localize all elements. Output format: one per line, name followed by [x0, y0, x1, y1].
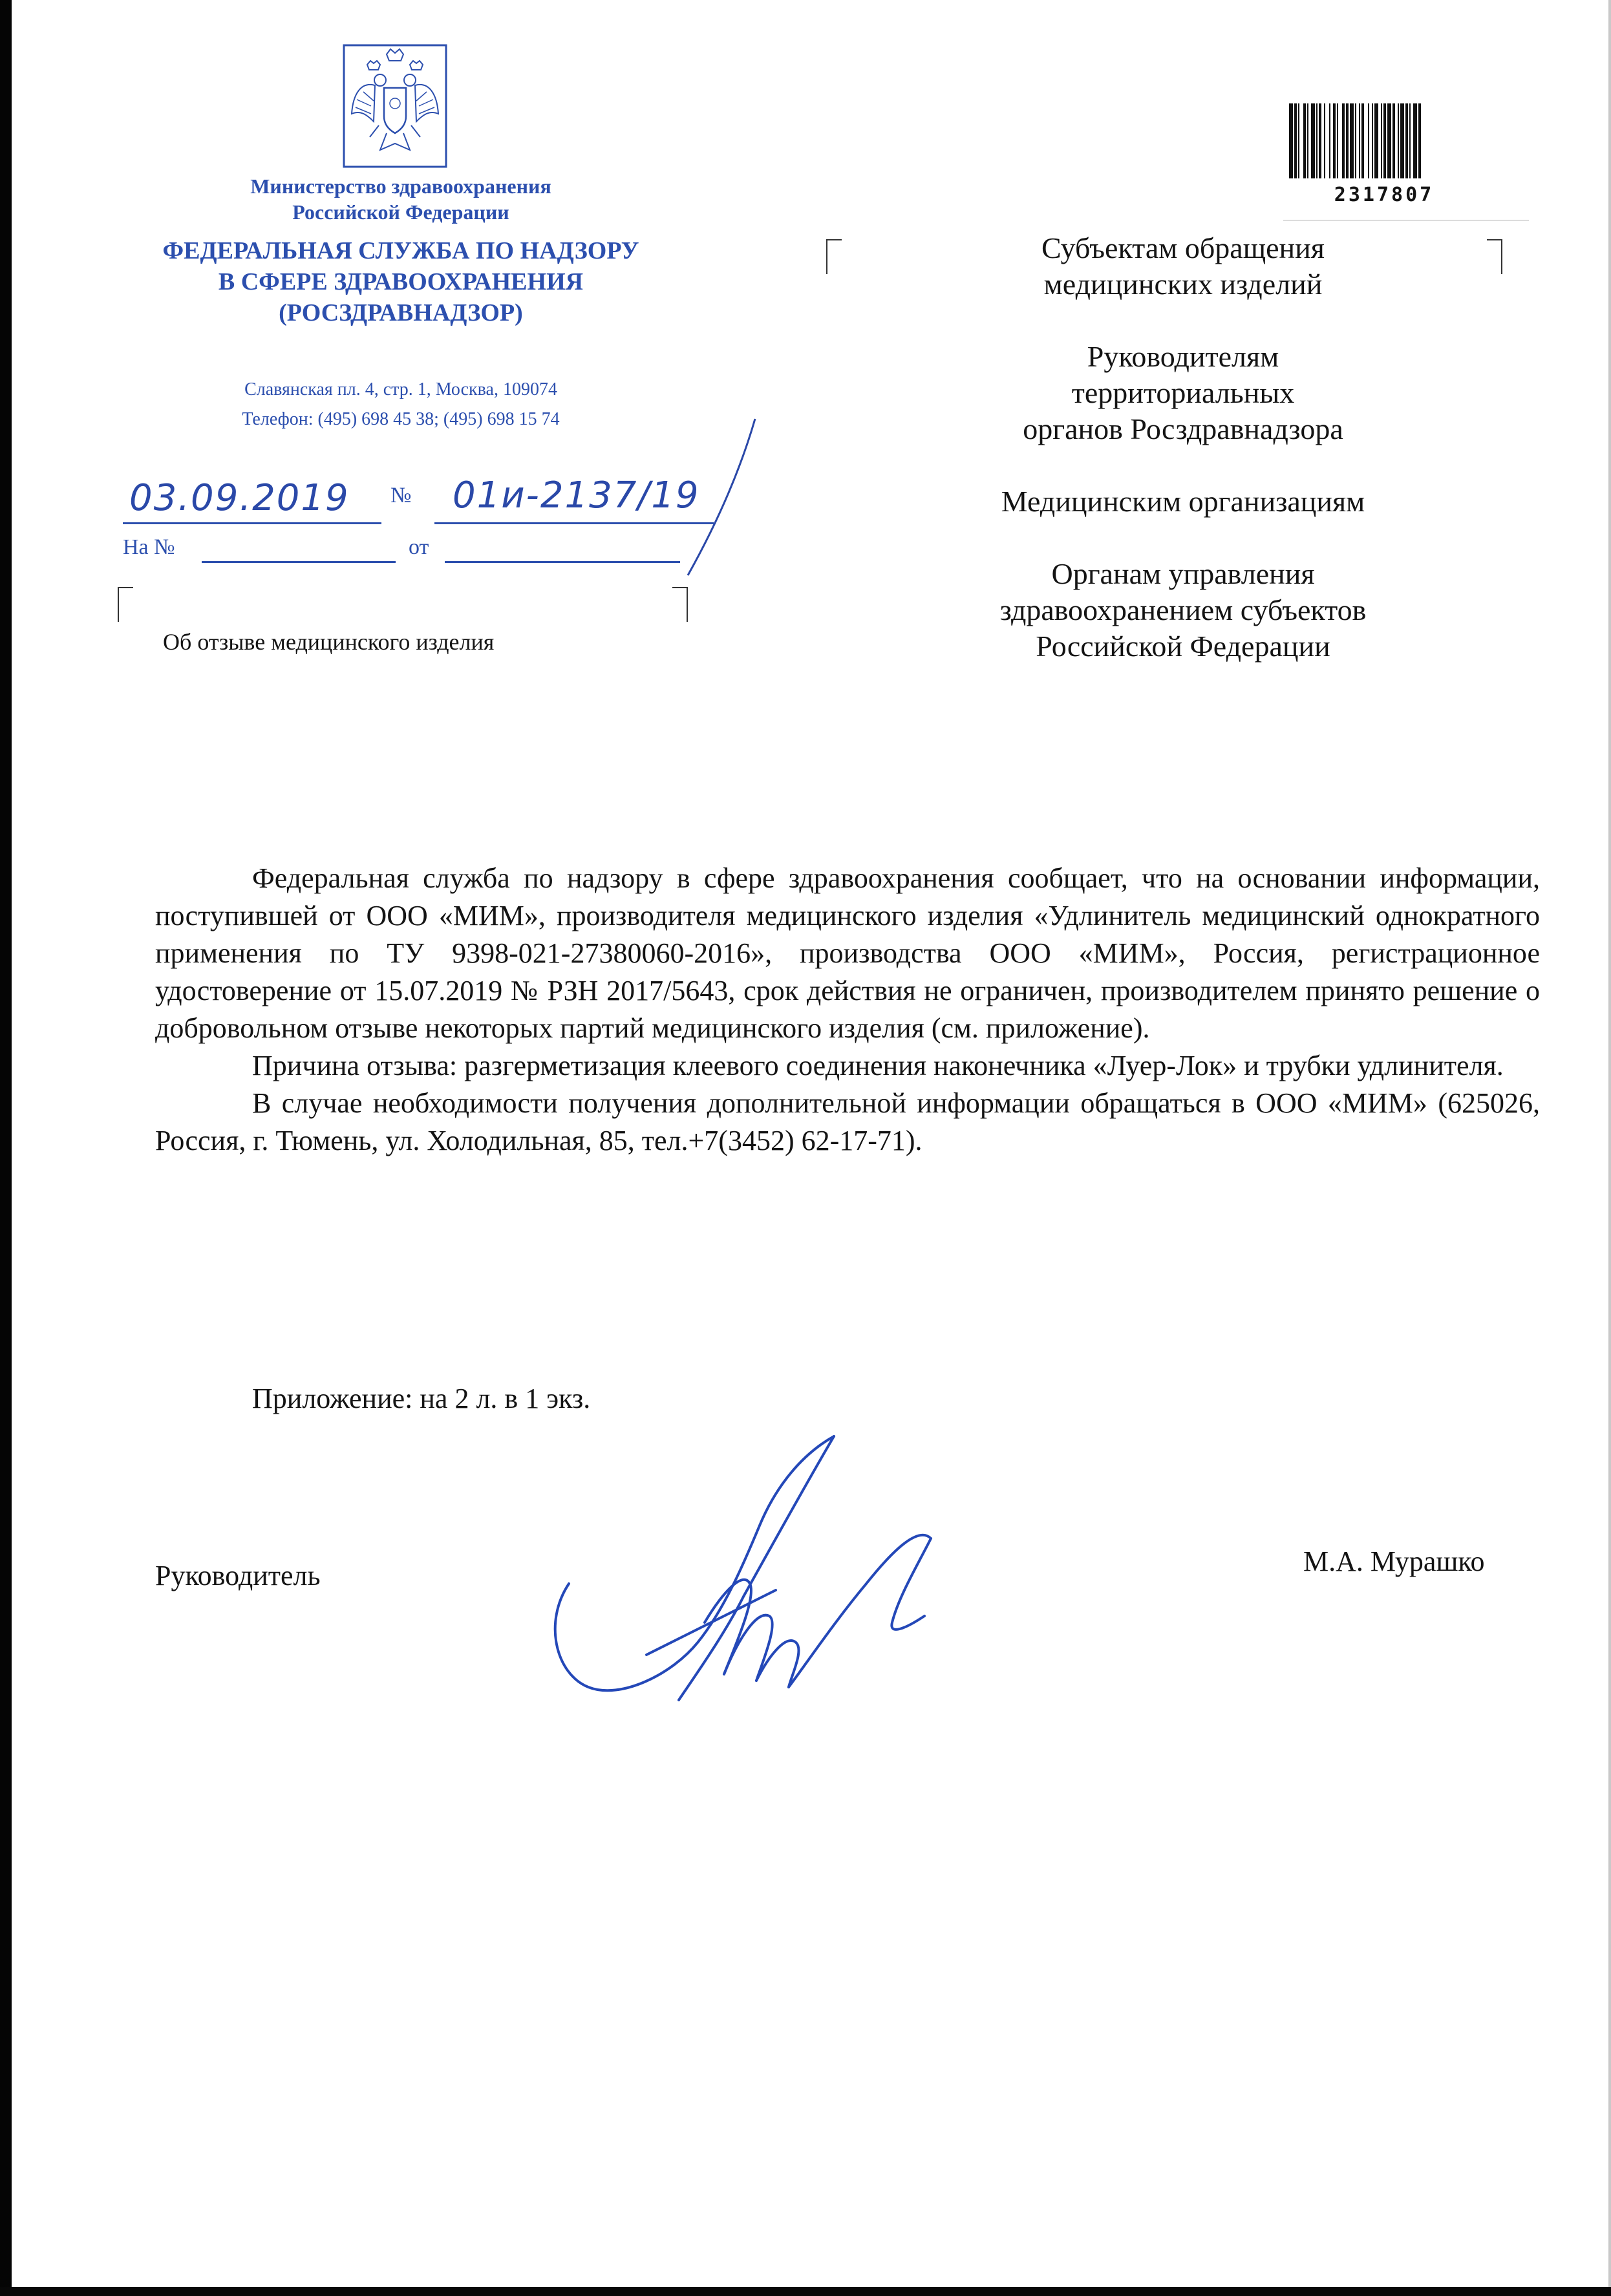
barcode-bar	[1392, 103, 1395, 178]
barcode-bar	[1409, 103, 1411, 178]
barcode-bar	[1342, 103, 1345, 178]
recipient-bracket-right	[1487, 239, 1502, 274]
barcode-bar	[1368, 103, 1369, 178]
recipients-block	[905, 230, 1461, 701]
coat-of-arms-icon	[341, 43, 449, 169]
recipient-line: территориальных	[1071, 376, 1295, 409]
barcode-bar	[1359, 103, 1360, 178]
handwritten-signature	[530, 1429, 996, 1765]
letter-body	[155, 860, 1540, 1160]
service-line-3: (РОСЗДРАВНАДЗОР)	[279, 299, 523, 326]
barcode-bar	[1398, 103, 1399, 178]
barcode-bar	[1418, 103, 1421, 178]
reply-to-label: На №	[123, 535, 175, 559]
barcode-bar	[1350, 103, 1354, 178]
reply-number-line	[202, 561, 396, 563]
barcode-bars	[1286, 103, 1482, 178]
barcode-bar	[1355, 103, 1356, 178]
barcode-bar	[1413, 103, 1417, 178]
barcode-bar	[1316, 103, 1318, 178]
barcode-bar	[1387, 103, 1391, 178]
barcode-number: 2317807	[1334, 184, 1435, 206]
recipient-line: Субъектам обращения	[1041, 231, 1325, 264]
subject-bracket-right	[672, 587, 688, 622]
recipient-item	[905, 484, 1461, 520]
recipient-line: медицинских изделий	[1043, 268, 1323, 301]
ministry-line-2: Российской Федерации	[292, 200, 509, 224]
signer-role: Руководитель	[155, 1560, 321, 1591]
recipient-item	[905, 230, 1461, 303]
barcode-bar	[1319, 103, 1321, 178]
barcode-bar	[1324, 103, 1325, 178]
ministry-name	[194, 173, 608, 225]
service-name	[103, 235, 698, 328]
reply-date-label: от	[409, 535, 429, 559]
barcode-bar	[1405, 103, 1408, 178]
recipient-line: здравоохранением субъектов	[999, 593, 1367, 626]
number-sign: №	[390, 484, 412, 507]
barcode-bar	[1298, 103, 1299, 178]
service-line-2: В СФЕРЕ ЗДРАВООХРАНЕНИЯ	[218, 268, 584, 295]
address-line: Славянская пл. 4, стр. 1, Москва, 109074	[244, 379, 557, 399]
recipient-line: Руководителям	[1087, 340, 1279, 373]
barcode-bar	[1303, 103, 1306, 178]
registration-date: 03.09.2019	[129, 477, 350, 519]
subject-bracket-left	[118, 587, 133, 622]
recipient-bracket-left	[826, 239, 842, 274]
sender-address	[149, 375, 653, 434]
reply-date-line	[445, 561, 680, 563]
barcode-bar	[1311, 103, 1315, 178]
phone-line: Телефон: (495) 698 45 38; (495) 698 15 74	[242, 409, 560, 429]
scan-edge-right	[1608, 0, 1611, 2296]
registration-number: 01и-2137/19	[453, 474, 700, 516]
ministry-line-1: Министерство здравоохранения	[250, 175, 551, 198]
signer-name: М.А. Мурашко	[1303, 1546, 1485, 1577]
barcode-bar	[1346, 103, 1349, 178]
recipient-item	[905, 556, 1461, 664]
recipient-line: органов Росздравнадзора	[1023, 412, 1343, 445]
barcode-bar	[1361, 103, 1364, 178]
barcode-bar	[1374, 103, 1378, 178]
barcode-bar	[1294, 103, 1297, 178]
recipient-line: Органам управления	[1051, 557, 1315, 590]
barcode-divider	[1283, 220, 1529, 221]
recipient-line: Российской Федерации	[1036, 630, 1330, 663]
barcode-bar	[1329, 103, 1330, 178]
letter-subject: Об отзыве медицинского изделия	[163, 629, 495, 655]
barcode-bar	[1333, 103, 1336, 178]
recipient-line: Медицинским организациям	[1001, 485, 1365, 518]
body-paragraph: Причина отзыва: разгерметизация клеевого соединения наконечника «Луер-Лок» и трубки удлинителя.	[252, 1050, 1504, 1081]
attachment-note: Приложение: на 2 л. в 1 экз.	[252, 1383, 591, 1414]
recipient-item	[905, 339, 1461, 447]
barcode-bar	[1289, 103, 1293, 178]
barcode-bar	[1381, 103, 1382, 178]
barcode-bar	[1372, 103, 1373, 178]
barcode-bar	[1307, 103, 1308, 178]
barcode-bar	[1383, 103, 1386, 178]
scan-edge-left	[0, 0, 12, 2296]
barcode-icon	[1286, 103, 1482, 178]
service-line-1: ФЕДЕРАЛЬНАЯ СЛУЖБА ПО НАДЗОРУ	[162, 237, 639, 264]
barcode-bar	[1400, 103, 1404, 178]
date-underline	[123, 522, 381, 524]
pen-slash-mark	[672, 414, 763, 582]
scan-edge-bottom	[0, 2287, 1611, 2296]
barcode-bar	[1337, 103, 1338, 178]
body-paragraph: Федеральная служба по надзору в сфере здравоохранения сообщает, что на основании информации, поступившей от ООО «МИМ», производителя медицинского изделия «Удлинитель медицинский однократного применения по ТУ 9398-021-27380060-2016», производства ООО «МИМ», Россия, регистрационное удостоверение от 15.07.2019 № РЗН 2017/5643, срок действия не ограничен, производителем принято решение о добровольном отзыве некоторых партий медицинского изделия (см. приложение).	[155, 862, 1540, 1044]
body-paragraph: В случае необходимости получения дополнительной информации обращаться в ООО «МИМ» (625026, Россия, г. Тюмень, ул. Холодильная, 85, тел.+7(3452) 62-17-71).	[155, 1087, 1540, 1156]
